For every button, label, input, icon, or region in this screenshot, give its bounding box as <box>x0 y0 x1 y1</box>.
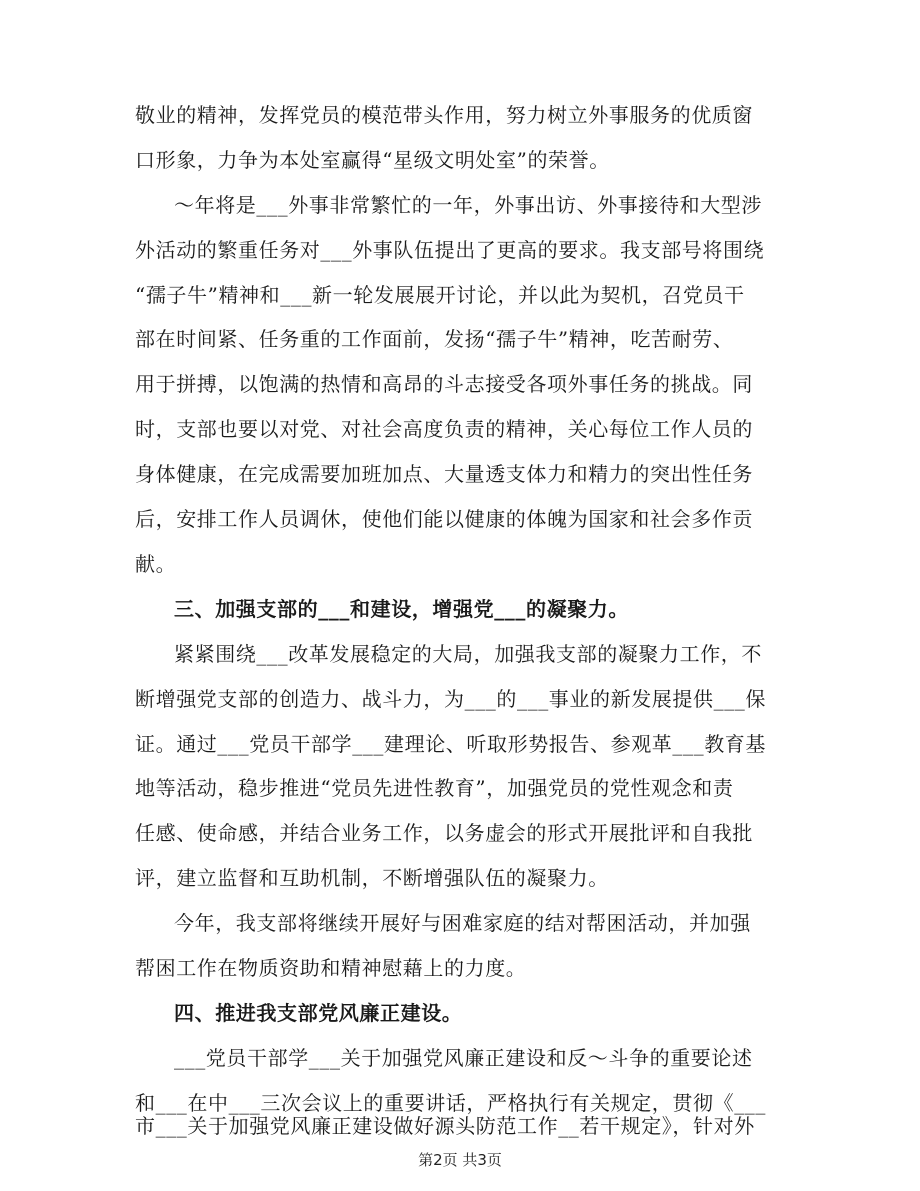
page-footer: 第2页 共3页 <box>418 1151 502 1169</box>
paragraph-line: 时，支部也要以对党、对社会高度负责的精神，关心每位工作人员的 <box>135 417 753 441</box>
section-heading: 三、加强支部的___和建设，增强党___的凝聚力。 <box>174 597 629 621</box>
paragraph-line: 用于拼搏，以饱满的热情和高昂的斗志接受各项外事任务的挑战。同 <box>135 372 753 396</box>
paragraph-line: 和___在中___三次会议上的重要讲话，严格执行有关规定，贯彻《___ <box>135 1091 766 1115</box>
paragraph-line: 评，建立监督和互助机制，不断增强队伍的凝聚力。 <box>135 866 609 890</box>
section-heading: 四、推进我支部党风廉正建设。 <box>174 1001 463 1025</box>
paragraph-line: 外活动的繁重任务对___外事队伍提出了更高的要求。我支部号将围绕 <box>135 238 765 262</box>
paragraph-line: 后，安排工作人员调休，使他们能以健康的体魄为国家和社会多作贡 <box>135 507 753 531</box>
paragraph-line: 帮困工作在物质资助和精神慰藉上的力度。 <box>135 956 527 980</box>
paragraph-line: 任感、使命感，并结合业务工作，以务虚会的形式开展批评和自我批 <box>135 821 753 845</box>
paragraph-line: 今年，我支部将继续开展好与困难家庭的结对帮困活动，并加强 <box>174 911 751 935</box>
paragraph-line: 地等活动，稳步推进“党员先进性教育”，加强党员的党性观念和责 <box>135 776 734 800</box>
paragraph-line: ～年将是___外事非常繁忙的一年，外事出访、外事接待和大型涉 <box>174 193 762 217</box>
paragraph-line: 断增强党支部的创造力、战斗力，为___的___事业的新发展提供___保 <box>135 687 766 711</box>
paragraph-line: 身体健康，在完成需要加班加点、大量透支体力和精力的突出性任务 <box>135 462 753 486</box>
paragraph-line: 部在时间紧、任务重的工作面前，发扬“孺子牛”精神，吃苦耐劳、 <box>135 327 734 351</box>
paragraph-line: 市___关于加强党风廉正建设做好源头防范工作__若干规定》，针对外 <box>135 1114 755 1138</box>
paragraph-line: 证。通过___党员干部学___建理论、听取形势报告、参观革___教育基 <box>135 732 766 756</box>
paragraph-line: 敬业的精神，发挥党员的模范带头作用，努力树立外事服务的优质窗 <box>135 103 753 127</box>
paragraph-line: “孺子牛”精神和___新一轮发展展开讨论，并以此为契机，召党员干 <box>135 283 745 307</box>
paragraph-line: ___党员干部学___关于加强党风廉正建设和反～斗争的重要论述 <box>174 1046 753 1070</box>
paragraph-line: 献。 <box>135 552 177 576</box>
paragraph-line: 口形象，力争为本处室赢得“星级文明处室”的荣誉。 <box>135 148 610 172</box>
paragraph-line: 紧紧围绕___改革发展稳定的大局，加强我支部的凝聚力工作，不 <box>174 642 762 666</box>
